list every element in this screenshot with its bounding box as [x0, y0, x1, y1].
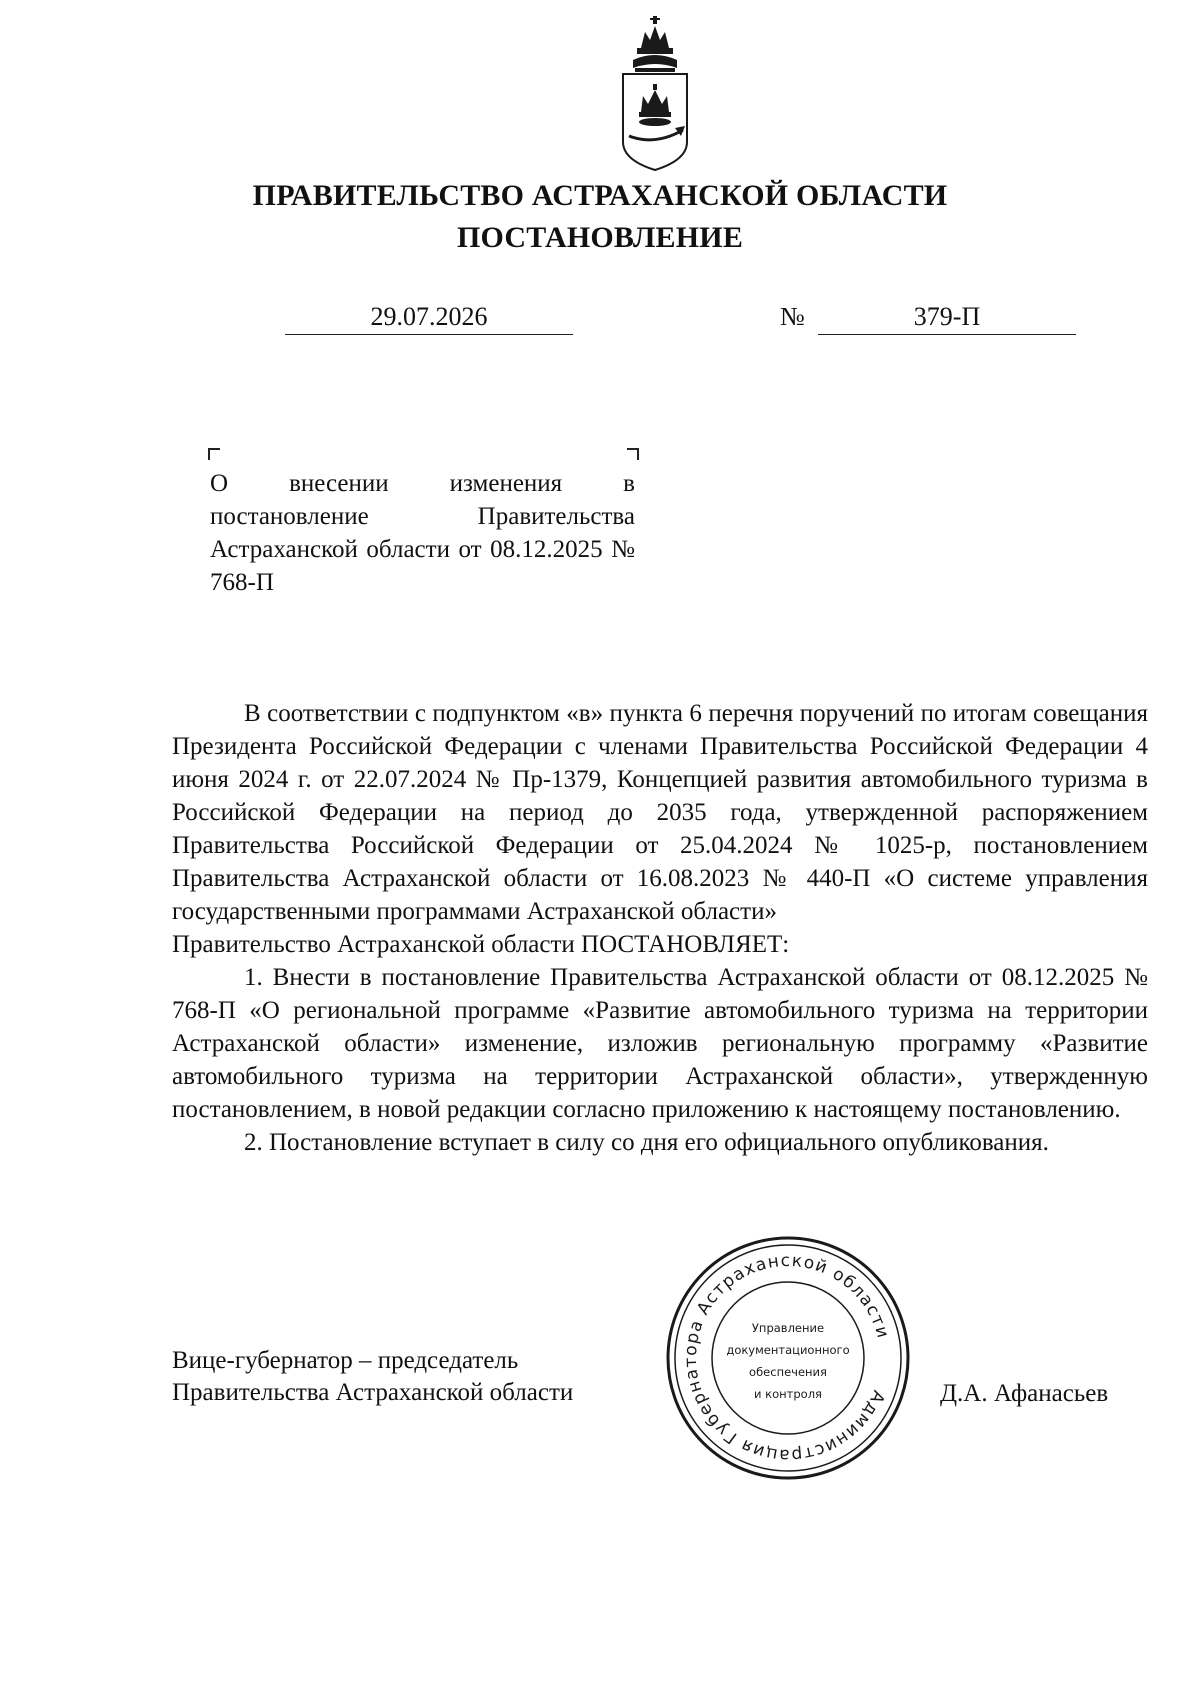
item-1-paragraph: 1. Внести в постановление Правительства Астраханской области от 08.12.2025 № 768-П «О региональной программе «Развитие автомобильного туризма на территории Астраханской области» изменение, изложив региональную программу «Развитие автомобильного туризма на территории Астраханской области», утвержденную постановлением, в новой редакции согласно приложению к настоящему постановлению.: [172, 964, 1148, 1123]
official-stamp: [664, 1234, 912, 1482]
document-subject: О внесении изменения в постановление Правительства Астраханской области от 08.12.2025 № 768-П: [210, 470, 635, 596]
stamp-center-line-4: и контроля: [754, 1387, 822, 1401]
stamp-center-line-3: обеспечения: [749, 1365, 827, 1379]
signatory-position: [172, 1345, 573, 1409]
subject-bracket-right: [627, 448, 639, 460]
astrakhan-coat-of-arms-icon: [615, 14, 695, 172]
item-2-paragraph: 2. Постановление вступает в силу со дня его официального опубликования.: [244, 1129, 1049, 1156]
stamp-center-line-1: Управление: [751, 1321, 825, 1335]
stamp-center-line-2: документационного: [726, 1343, 850, 1357]
document-date: 29.07.2026: [285, 300, 573, 335]
signatory-position-line-2: Правительства Астраханской области: [172, 1379, 574, 1406]
document-number: 379-П: [818, 300, 1076, 335]
number-sign: №: [780, 302, 805, 331]
preamble-paragraph: В соответствии с подпунктом «в» пункта 6 перечня поручений по итогам совещания Президента Российской Федерации с членами Правительства Российской Федерации 4 июня 2024 г. от 22.07.2024 № Пр-1379, Концепцией развития автомобильного туризма в Российской Федерации на период до 2035 года, утвержденной распоряжением Правительства Российской Федерации от 25.04.2024 № 1025-р, постановлением Правительства Астраханской области от 16.08.2023 № 440-П «О системе управления государственными программами Астраханской области»: [172, 700, 1148, 925]
signatory-name: Д.А. Афанасьев: [940, 1380, 1109, 1407]
signatory-position-line-1: Вице-губернатор – председатель: [172, 1347, 519, 1374]
organization-title: ПРАВИТЕЛЬСТВО АСТРАХАНСКОЙ ОБЛАСТИ: [252, 179, 948, 212]
subject-bracket-left: [208, 448, 220, 460]
stamp-ring-text: Администрация Губернатора Астраханской области: [680, 1250, 893, 1466]
document-type-title: ПОСТАНОВЛЕНИЕ: [456, 221, 744, 254]
resolution-line: Правительство Астраханской области ПОСТАНОВЛЯЕТ:: [172, 931, 790, 958]
document-body: [172, 697, 1148, 1159]
